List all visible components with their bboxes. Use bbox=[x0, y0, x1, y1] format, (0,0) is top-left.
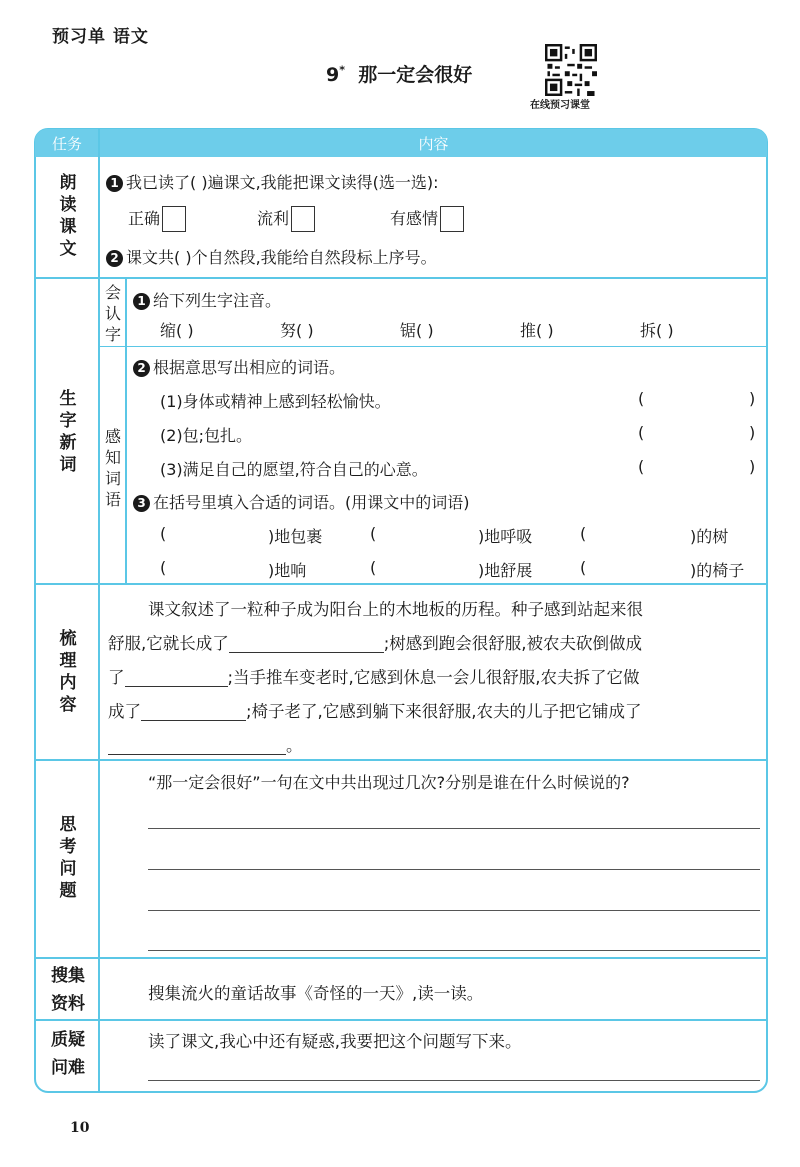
row-divider bbox=[35, 277, 767, 279]
answer-line[interactable] bbox=[148, 869, 760, 870]
meaning-item: (2)包;包扎。 bbox=[160, 426, 253, 445]
summary-line-5: 。 bbox=[108, 732, 303, 756]
sub-label-perceive: 感 知 词 语 bbox=[104, 427, 121, 509]
summary-blank[interactable] bbox=[125, 668, 228, 687]
number-badge: 1 bbox=[133, 293, 150, 310]
read-question-2: 2 课文共( )个自然段,我能给自然段标上序号。 bbox=[106, 245, 437, 268]
summary-blank[interactable] bbox=[108, 736, 286, 755]
answer-paren-open[interactable]: ( bbox=[638, 389, 645, 408]
summary-line-2: 舒服,它就长成了 ;树感到跑会很舒服,被农夫砍倒做成 bbox=[108, 634, 643, 653]
char-item: 推( ) bbox=[520, 321, 554, 340]
fill-blank[interactable]: ( bbox=[580, 524, 587, 543]
answer-line[interactable] bbox=[148, 910, 760, 911]
qr-label: 在线预习课堂 bbox=[530, 100, 590, 111]
summary-line-4: 成了 ;椅子老了,它感到躺下来很舒服,农夫的儿子把它铺成了 bbox=[108, 702, 642, 721]
read-option-correct: 正确 bbox=[128, 206, 186, 232]
fill-word: )地呼吸 bbox=[478, 527, 533, 546]
char-item: 拆( ) bbox=[640, 321, 674, 340]
fill-blank[interactable]: ( bbox=[160, 524, 167, 543]
page-header: 预习单 语文 bbox=[52, 27, 149, 47]
meaning-item: (1)身体或精神上感到轻松愉快。 bbox=[160, 392, 391, 411]
number-badge: 2 bbox=[106, 250, 123, 267]
fill-blank[interactable]: ( bbox=[160, 558, 167, 577]
task-label-think: 思 考 问 题 bbox=[59, 815, 77, 901]
read-option-fluent: 流利 bbox=[257, 206, 315, 232]
lesson-number: 9 bbox=[326, 64, 340, 86]
page-number: 10 bbox=[70, 1120, 90, 1136]
answer-line[interactable] bbox=[148, 950, 760, 951]
summary-line-3: 了 ;当手推车变老时,它感到休息一会儿很舒服,农夫拆了它做 bbox=[108, 668, 640, 687]
task-label-sort: 梳 理 内 容 bbox=[59, 629, 77, 715]
number-badge: 2 bbox=[133, 360, 150, 377]
char-item: 缩( ) bbox=[160, 321, 194, 340]
task-label-words: 生 字 新 词 bbox=[59, 389, 77, 475]
doubt-text: 读了课文,我心中还有疑惑,我要把这个问题写下来。 bbox=[148, 1032, 522, 1051]
header-content: 内容 bbox=[418, 135, 449, 153]
fill-word: )的树 bbox=[690, 527, 729, 546]
row-divider bbox=[35, 957, 767, 959]
answer-paren-open[interactable]: ( bbox=[638, 423, 645, 442]
task-label-doubt: 质疑 问难 bbox=[51, 1030, 85, 1078]
sub-label-recognize: 会 认 字 bbox=[104, 283, 121, 344]
words-question-2: 2 根据意思写出相应的词语。 bbox=[133, 355, 345, 378]
fill-blank[interactable]: ( bbox=[370, 558, 377, 577]
sub-row-divider bbox=[99, 346, 767, 347]
words-question-3: 3 在括号里填入合适的词语。(用课文中的词语) bbox=[133, 490, 470, 513]
checkbox[interactable] bbox=[440, 206, 464, 232]
answer-line[interactable] bbox=[148, 1080, 760, 1081]
answer-paren-close: ) bbox=[749, 423, 756, 442]
answer-line[interactable] bbox=[148, 828, 760, 829]
header-task: 任务 bbox=[51, 135, 82, 153]
row-divider bbox=[35, 583, 767, 585]
fill-blank[interactable]: ( bbox=[370, 524, 377, 543]
fill-word: )的椅子 bbox=[690, 561, 745, 580]
qr-code-icon bbox=[545, 44, 597, 96]
collect-text: 搜集流火的童话故事《奇怪的一天》,读一读。 bbox=[148, 984, 484, 1003]
fill-word: )地响 bbox=[268, 561, 307, 580]
checkbox[interactable] bbox=[291, 206, 315, 232]
lesson-title bbox=[326, 60, 472, 87]
task-label-collect: 搜集 资料 bbox=[51, 966, 85, 1014]
lesson-mark: * bbox=[339, 63, 345, 77]
number-badge: 1 bbox=[106, 175, 123, 192]
checkbox[interactable] bbox=[162, 206, 186, 232]
row-divider bbox=[35, 759, 767, 761]
answer-paren-open[interactable]: ( bbox=[638, 457, 645, 476]
read-option-emotion: 有感情 bbox=[390, 206, 464, 232]
read-question-1: 1 我已读了( )遍课文,我能把课文读得(选一选): bbox=[106, 170, 439, 193]
words-question-1: 1 给下列生字注音。 bbox=[133, 288, 281, 311]
fill-word: )地包裹 bbox=[268, 527, 323, 546]
lesson-title-text: 那一定会很好 bbox=[358, 64, 473, 86]
char-item: 锯( ) bbox=[400, 321, 434, 340]
column-divider bbox=[98, 129, 100, 1091]
summary-blank[interactable] bbox=[141, 702, 246, 721]
summary-line-1: 课文叙述了一粒种子成为阳台上的木地板的历程。种子感到站起来很 bbox=[148, 600, 643, 619]
row-divider bbox=[35, 1019, 767, 1021]
answer-paren-close: ) bbox=[749, 389, 756, 408]
number-badge: 3 bbox=[133, 495, 150, 512]
think-question: “那一定会很好”一句在文中共出现过几次?分别是谁在什么时候说的? bbox=[148, 773, 630, 792]
meaning-item: (3)满足自己的愿望,符合自己的心意。 bbox=[160, 460, 428, 479]
task-label-read: 朗 读 课 文 bbox=[59, 173, 77, 259]
summary-blank[interactable] bbox=[229, 634, 384, 653]
fill-blank[interactable]: ( bbox=[580, 558, 587, 577]
fill-word: )地舒展 bbox=[478, 561, 533, 580]
char-item: 努( ) bbox=[280, 321, 314, 340]
answer-paren-close: ) bbox=[749, 457, 756, 476]
